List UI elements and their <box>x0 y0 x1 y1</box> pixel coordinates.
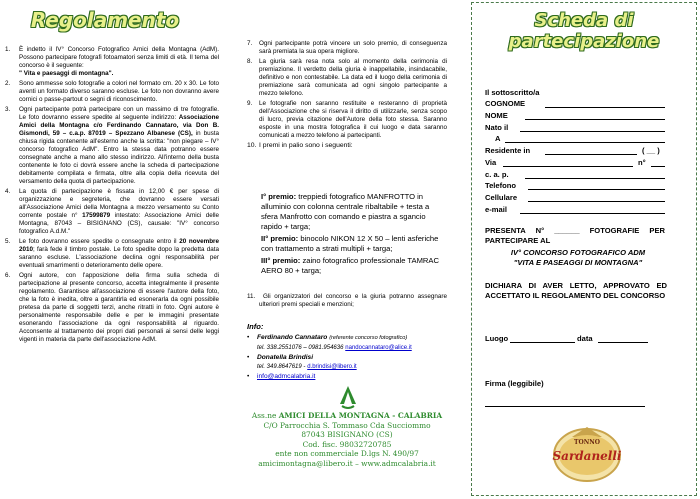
deadline-date: 20 novembre 2010 <box>19 238 219 253</box>
rule-number: 6. <box>5 272 11 279</box>
prize-label: III° premio: <box>261 256 301 265</box>
rule-text: Ogni partecipante potrà partecipare con un massimo di tre fotografie. Le foto dovranno essere spedite al seguente indirizzo: <box>19 106 219 121</box>
phone-field[interactable] <box>528 189 665 190</box>
place-label: Luogo <box>485 334 509 343</box>
street-number-label: n° <box>638 158 646 167</box>
info-section <box>247 322 457 381</box>
rule-text: La quota di partecipazione è fissata in 12,00 € per spese di organizzazione e segreteria, che dovranno essere versati all'Associazione Amici della Montagna a mezzo versamento su Conto corrente postale n° <box>19 188 219 219</box>
rule-item <box>5 106 219 186</box>
prize-first <box>247 192 447 232</box>
rule-text: La giuria sarà resa nota solo al momento della cerimonia di premiazione. Il verdetto della giuria è inappellabile, insindacabile, definitivo e non contestabile. La data ed il luogo della cerimonia di premiazione sarà comunicata ad ogni singolo partecipante a mezzo telefono. <box>259 58 447 97</box>
email-label: e-mail <box>485 205 507 214</box>
date-field[interactable] <box>598 342 648 343</box>
province-field[interactable]: ( __ ) <box>642 146 660 155</box>
rule-text: Gli organizzatori del concorso e la giuria potranno assegnare ulteriori premi speciali e menzioni; <box>259 293 447 308</box>
rule-item <box>5 238 219 270</box>
rule-item <box>5 80 219 104</box>
association-city: 87043 BISIGNANO (CS) <box>301 430 393 439</box>
rules-list-middle <box>247 40 447 152</box>
street-field[interactable] <box>503 166 633 167</box>
rule-number: 8. <box>247 58 253 65</box>
signature-field[interactable] <box>485 406 645 407</box>
association-logo <box>336 384 360 410</box>
prize-text: binocolo NIKON 12 X 50 – lenti asferiche con trattamento a strati multipli + targa; <box>261 234 439 253</box>
contacts-list <box>247 333 457 381</box>
contact-name: Ferdinando Cannataro <box>257 334 328 341</box>
contest-name <box>478 248 678 268</box>
rule-item <box>247 293 447 309</box>
form-title-line: Scheda di <box>534 10 634 31</box>
rule-item <box>247 142 447 150</box>
contact-item <box>247 372 457 381</box>
prize-text: treppiedi fotografico MANFROTTO in alluminio con colonna centrale ribaltabile + testa a sfera Manfrotto con comando e piastra a sgancio rapido + targa; <box>261 192 430 231</box>
birthplace-field[interactable] <box>505 142 665 143</box>
contact-name: Donatella Brindisi <box>257 354 314 361</box>
name-label: NOME <box>485 111 508 120</box>
association-address-block <box>232 411 462 468</box>
contact-email-link[interactable]: d.brindisi@libero.it <box>307 364 357 370</box>
postcode-label: c. a. p. <box>485 170 509 179</box>
mailing-address: Associazione Amici della Montagna c/o Ferdinando Cannataro, via Don B. Gismondi, 59 – c.a.p. 87019 – Spezzano Albanese (CS), <box>19 114 219 137</box>
rule-text: Le fotografie non saranno restituite e resteranno di proprietà dell'Associazione che si riserva il diritto di utilizzarle, senza scopo di lucro, previa citazione dell'Autore della foto stessa. Saranno esposte in una mostra fotografica il cui luogo e data saranno comunicati a mezzo telefono ai partecipanti. <box>259 100 447 139</box>
birthdate-field[interactable] <box>520 131 665 132</box>
place-field[interactable] <box>510 342 575 343</box>
prizes-list <box>247 192 447 276</box>
rule-text: È indetto il IV° Concorso Fotografico Amici della Montagna (AdM). Possono partecipare fotografi fotoamatori senza limiti di età. Il tema del concorso è il seguente: <box>19 46 219 69</box>
rule-text: in busta chiusa rigida contenente all'esterno anche la scritta: "non piegare – IV° concorso fotografico AdM". Entro la stessa data potranno essere consegnate anche a mano allo stesso indirizzo. All'interno della busta contenente le foto ci dovrà essere anche la scheda di partecipazione debitamente compilata e firmata, oltre alla copia della ricevuta del versamento della quota di partecipazione. <box>19 130 220 185</box>
name-field[interactable] <box>525 119 665 120</box>
regolamento-title: Regolamento <box>30 8 180 32</box>
intro-label: Il sottoscritto/a <box>485 88 540 97</box>
residence-label: Residente in <box>485 146 531 155</box>
rule-item <box>247 58 447 98</box>
contest-name-line: "VITA E PASEAGGI DI MONTAGNA" <box>513 258 643 267</box>
rule-number: 11. <box>247 293 256 300</box>
association-name-line <box>232 411 462 421</box>
rule-item <box>5 188 219 236</box>
rules-list-left <box>5 46 219 346</box>
rule-number: 9. <box>247 100 253 107</box>
mobile-label: Cellulare <box>485 193 518 202</box>
rule-number: 3. <box>5 106 11 113</box>
form-title-line: partecipazione <box>508 31 660 52</box>
rule-number: 5. <box>5 238 11 245</box>
postal-account-number: 17599879 <box>82 212 111 219</box>
association-address: C/O Parrocchia S. Tommaso Cda Succiommo <box>263 420 431 430</box>
rule-number: 4. <box>5 188 11 195</box>
contact-email-link[interactable]: nandocannataro@alice.it <box>345 345 412 351</box>
email-field[interactable] <box>520 213 665 214</box>
surname-label: COGNOME <box>485 99 526 108</box>
form-title <box>478 10 690 52</box>
declaration-text: DICHIARA DI AVER LETTO, APPROVATO ED ACCETTATO IL REGOLAMENTO DEL CONCORSO <box>485 281 667 300</box>
rule-text: I premi in palio sono i seguenti: <box>259 142 353 149</box>
birthdate-label: Nato il <box>485 123 509 132</box>
association-legal-note: ente non commerciale D.lgs N. 490/97 <box>275 449 419 458</box>
contact-email-link[interactable]: info@admcalabria.it <box>257 373 316 380</box>
prize-text: zaino fotografico professionale TAMRAC AERO 80 + targa; <box>261 256 439 275</box>
rule-number: 7. <box>247 40 253 47</box>
contact-item <box>247 333 457 353</box>
sponsor-name: Sardanelli <box>552 449 622 463</box>
rule-item <box>247 100 447 140</box>
contest-name-line: IV° CONCORSO FOTOGRAFICO ADM <box>510 248 646 257</box>
info-label: Info: <box>247 322 264 331</box>
contest-theme: " Vita e paesaggi di montagna". <box>19 70 114 77</box>
rule-number: 2. <box>5 80 11 87</box>
mobile-field[interactable] <box>528 201 665 202</box>
association-name: AMICI DELLA MONTAGNA - CALABRIA <box>278 411 443 420</box>
association-contacts: amicimontagna@libero.it – www.admcalabria.it <box>258 458 436 468</box>
rule-text: Le foto dovranno essere spedite o consegnate entro il <box>19 238 177 245</box>
signature-label: Firma (leggibile) <box>485 379 544 388</box>
birthplace-label: A <box>495 134 501 143</box>
presenta-text: PRESENTA N° ______ FOTOGRAFIE PER PARTECIPARE AL <box>485 226 665 245</box>
residence-field[interactable] <box>545 154 637 155</box>
contact-phone: tel. 349.8647619 - <box>257 364 306 370</box>
prize-third <box>247 256 447 276</box>
rule-item <box>5 272 219 344</box>
prize-label: II° premio: <box>261 234 299 243</box>
rule-item <box>5 46 219 78</box>
contact-phone: tel. 338.2551076 – 0981.954636 <box>257 345 344 351</box>
street-number-field[interactable] <box>651 166 665 167</box>
rule-number: 1. <box>5 46 11 53</box>
prize-label: I° premio: <box>261 192 297 201</box>
rule-text: intestato: Associazione Amici delle Montagna, 87043 – BISIGNANO (CS), causale: "IV° concorso fotografico A.d.M." <box>19 212 220 235</box>
rule-11 <box>247 293 447 311</box>
postcode-field[interactable] <box>525 178 665 179</box>
sponsor-tagline: TONNO <box>574 439 600 446</box>
association-prefix: Ass.ne <box>251 411 277 420</box>
street-label: Via <box>485 158 497 167</box>
rule-text: Sono ammesse solo fotografie a colori nel formato cm. 20 x 30. Le foto aventi un formato diverso saranno escluse. Le foto non dovranno avere cornici o passe-partout o segni di riconoscimento. <box>19 80 219 103</box>
rule-item <box>247 40 447 56</box>
surname-field[interactable] <box>545 107 665 108</box>
prize-second <box>247 234 447 254</box>
date-label: data <box>577 334 593 343</box>
phone-label: Telefono <box>485 181 517 190</box>
rule-text: Ogni partecipante potrà vincere un solo premio, di conseguenza sarà premiata la sua opera migliore. <box>259 40 447 55</box>
contact-item <box>247 353 457 372</box>
rule-number: 10. <box>247 142 257 149</box>
rule-text: ; farà fede il timbro postale. Le foto spedite dopo la predetta data saranno escluse. L'associazione declina ogni responsabilità per eventuali smarrimenti o deterioramento delle opere. <box>19 246 219 269</box>
rule-text: Ogni autore, con l'apposizione della firma sulla scheda di partecipazione al presente concorso, accetta integralmente il presente regolamento. Garantisce all'associazione di essere l'autore della foto, che la foto è inedita, oltre a garantirla ed esonerarla da ogni possibile pretesa da parte di soggetti terzi, anche ritratti in foto. Ogni autore è personalmente responsabile delle e per le immagini presentate esonerando l'associazione da ogni responsabilità al riguardo. Acconsente al trattamento dei propri dati personali ai sensi delle leggi vigenti in materia da parte dell'associazione AdM. <box>19 272 219 343</box>
association-fiscal-code: Cod. fisc. 98032720785 <box>302 439 392 449</box>
contact-role: (referente concorso fotografico) <box>329 335 408 341</box>
